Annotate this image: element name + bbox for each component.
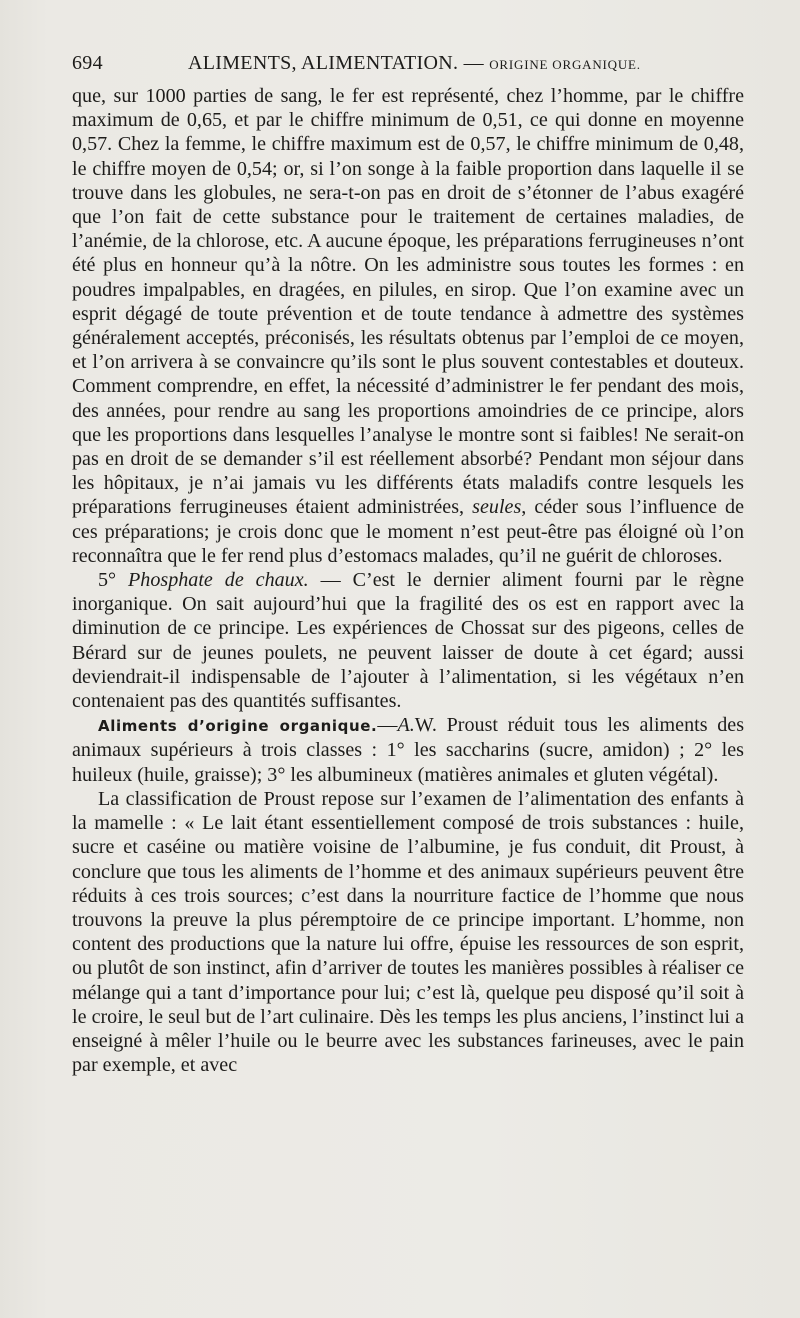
running-head [72,48,744,84]
text-run: 5° [98,569,129,592]
paragraph-iron [72,84,744,568]
section-heading-organic-origin: Aliments d’origine organique. [98,717,378,736]
paragraph-organic-origin [72,713,744,787]
italic-text-run: A. [397,714,415,737]
text-run: La classification de Proust repose sur l’examen de l’alimentation des enfants à la mamelle : « Le lait étant essentiellement composé de trois substances : huile, sucre et caséine ou matière voisine de l’albumine, je fus conduit, dit Proust, à conclure que tous les aliments de l’homme et des animaux supérieurs peuvent être réduits à ces trois sources; c’est dans la nourriture factice de l’homme que nous trouvons la preuve la plus péremptoire de ce principe important. L’homme, non content des productions que la nature lui offre, épuise les ressources de son esprit, ou plutôt de son instinct, afin d’arriver de toutes les manières possibles à réaliser ce mélange qui a tant d’importance pour lui; c’est là, quelque peu disposé qu’il soit à le croire, le seul but de l’art culinaire. Dès les temps les plus anciens, l’instinct lui a enseigné à mêler l’huile ou le beurre avec les substances farineuses, avec le pain par exemple, et avec [72,787,744,1077]
text-run: — [377,714,398,737]
page-number: 694 [72,52,103,74]
running-title [188,48,641,80]
text-run: — C’est le dernier aliment fourni par le règne inorganique. On sait aujourd’hui que la fragilité des os est en rapport avec la diminution de ce principe. Les expériences de Chossat sur des pigeons, celles de Bérard sur de jeunes poulets, ne peuvent laisser de doute à cet égard; aussi deviendrait-il indispensable de l’ajouter à l’alimentation, si les végétaux n’en contenaient pas des quantités suffisantes. [72,569,745,713]
text-run: , céder sous l’influence de ces préparations; je crois donc que le moment n’est peut-être pas éloigné où l’on reconnaîtra que le fer rend plus d’estomacs malades, qu’il ne guérit de chloroses. [72,496,745,567]
paragraph-phosphate [72,568,744,713]
running-title-dash: — [463,52,484,74]
body-text [72,84,744,1077]
section-heading-phosphate: Phosphate de chaux. [128,569,309,592]
running-title-main: ALIMENTS, ALIMENTATION. [188,52,459,74]
italic-text-run: seules [472,496,522,519]
paragraph-proust-classification [72,787,744,1077]
text-run: que, sur 1000 parties de sang, le fer est représenté, chez l’homme, par le chiffre maximum de 0,65, et par le chiffre minimum de 0,51, ce qui donne en moyenne 0,57. Chez la femme, le chiffre maximum est de 0,57, le chiffre minimum de 0,48, le chiffre moyen de 0,54; or, si l’on songe à la faible proportion dans laquelle il se trouve dans les globules, ne sera-t-on pas en droit de s’étonner de l’abus exagéré que l’on fait de cette substance pour le traitement de certaines maladies, de l’anémie, de la chlorose, etc. A aucune époque, les préparations ferrugineuses n’ont été plus en honneur qu’à la nôtre. On les administre sous toutes les formes : en poudres impalpables, en dragées, en pilules, en sirop. Que l’on examine avec un esprit dégagé de toute prévention et de toute tendance à admettre des systèmes généralement acceptés, préconisés, les résultats obtenus par l’emploi de ce moyen, et l’on arrivera à se convaincre qu’ils sont le plus souvent contestables et douteux. Comment comprendre, en effet, la nécessité d’administrer le fer pendant des mois, des années, pour rendre au sang les proportions amoindries de ce principe, alors que les proportions dans lesquelles l’analyse le montre sont si faibles! Ne serait-on pas en droit de se demander s’il est réellement absorbé? Pendant mon séjour dans les hôpitaux, je n’ai jamais vu les différents états maladifs contre lesquels les préparations ferrugineuses étaient administrées, [72,85,744,519]
running-title-subtitle: ORIGINE ORGANIQUE. [489,57,641,72]
text-run: W. Proust réduit tous les aliments des animaux supérieurs à trois classes : 1° les saccharins (sucre, amidon) ; 2° les huileux (huile, graisse); 3° les albumineux (matières animales et gluten végétal). [72,714,745,786]
